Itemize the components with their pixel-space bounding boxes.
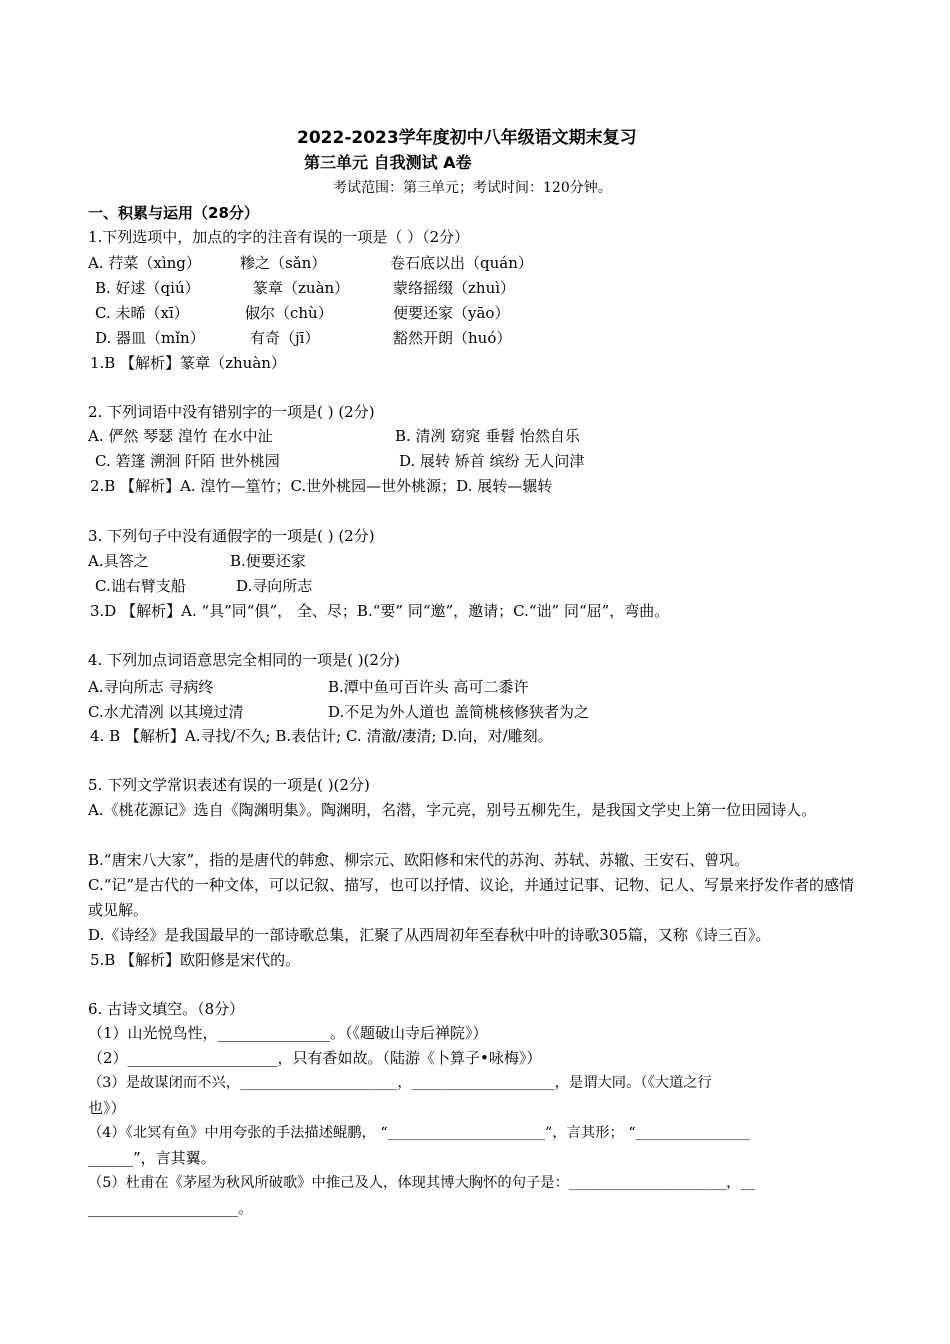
- q6-line-3a: （3）是故谋闭而不兴，______________________，____________________，是谓大同。（《大道之行: [88, 1075, 712, 1091]
- q1-answer: 1.B 【解析】篆章（zhuàn）: [90, 354, 286, 372]
- q6-line-4b: ______”，言其翼。: [88, 1149, 216, 1167]
- q5-option-a: A.《桃花源记》选自《陶渊明集》。陶渊明，名潜，字元亮，别号五柳先生，是我国文学史上第一位田园诗人。: [88, 801, 817, 819]
- q6-line-1: （1）山光悦鸟性，_______________。（《题破山寺后禅院》）: [88, 1024, 488, 1042]
- q1-c-col2: 俶尔（chù）: [245, 304, 333, 322]
- q6-line-5b: ____________________。: [88, 1199, 254, 1217]
- q2-option-d: D. 展转 矫首 缤纷 无人问津: [399, 452, 585, 470]
- q1-stem: 1.下列选项中，加点的字的注音有误的一项是（ ）（2分）: [88, 228, 470, 246]
- q1-c-col1: C. 未晞（xī）: [95, 304, 189, 322]
- q2-row-cd: [95, 451, 795, 471]
- q1-a-col1: A. 荇菜（xìng）: [88, 254, 201, 272]
- page-subtitle: 第三单元 自我测试 A卷: [304, 153, 472, 172]
- q1-option-b: [95, 278, 795, 298]
- q3-option-d: D.寻向所志: [236, 577, 313, 595]
- q3-row-cd: [95, 576, 795, 596]
- q6-stem: 6. 古诗文填空。（8分）: [88, 1000, 245, 1018]
- q1-option-c: [95, 303, 795, 323]
- q4-option-d: D.不足为外人道也 盖简桃核修狭者为之: [328, 703, 590, 721]
- q4-option-c: C.水尤清冽 以其境过清: [88, 703, 244, 721]
- q3-option-b: B.便要还家: [230, 552, 306, 570]
- q1-d-col2: 有奇（jī）: [250, 329, 320, 347]
- q6-line-4a: （4）《北冥有鱼》中用夸张的手法描述鲲鹏， “______________________”，言其形； “________________: [88, 1125, 751, 1141]
- page-title: 2022-2023学年度初中八年级语文期末复习: [297, 128, 637, 148]
- q4-option-a: A.寻向所志 寻病终: [88, 678, 214, 696]
- q5-answer: 5.B 【解析】欧阳修是宋代的。: [90, 951, 301, 969]
- q1-a-col3: 卷石底以出（quán）: [390, 254, 533, 272]
- q5-stem: 5. 下列文学常识表述有误的一项是( )(2分): [88, 776, 370, 794]
- q1-b-col1: B. 好逑（qiú）: [95, 279, 200, 297]
- q4-stem: 4. 下列加点词语意思完全相同的一项是( )(2分): [88, 651, 400, 669]
- q5-option-b: B.“唐宋八大家”，指的是唐代的韩愈、柳宗元、欧阳修和宋代的苏洵、苏轼、苏辙、王安石、曾巩。: [88, 851, 750, 869]
- q4-row-cd: [88, 702, 788, 722]
- q6-line-5a: （5）杜甫在《茅屋为秋风所破歌》中推己及人，体现其博大胸怀的句子是：______________________，__: [88, 1175, 755, 1191]
- exam-scope: 考试范围：第三单元；考试时间：120分钟。: [333, 180, 612, 196]
- q4-row-ab: [88, 677, 788, 697]
- q1-a-col2: 糁之（sǎn）: [240, 254, 327, 272]
- q3-answer: 3.D 【解析】A. “具”同“俱”， 全、尽；B.“要” 同“邀”，邀请；C.“诎” 同“屈”，弯曲。: [90, 602, 670, 620]
- q2-option-a: A. 俨然 琴瑟 湟竹 在水中沚: [88, 427, 273, 445]
- q2-row-ab: [88, 426, 788, 446]
- q3-option-a: A.具答之: [88, 552, 149, 570]
- q1-b-col2: 篆章（zuàn）: [253, 279, 350, 297]
- q2-option-b: B. 清冽 窈窕 垂髫 怡然自乐: [395, 427, 580, 445]
- q1-option-a: [88, 253, 788, 273]
- q3-row-ab: [88, 551, 788, 571]
- q2-stem: 2. 下列词语中没有错别字的一项是( ) (2分): [88, 403, 375, 421]
- q6-line-3b: 也》）: [88, 1099, 126, 1117]
- q4-option-b: B.潭中鱼可百许头 高可二黍许: [328, 678, 529, 696]
- q3-stem: 3. 下列句子中没有通假字的一项是( ) (2分): [88, 527, 375, 545]
- q1-d-col3: 豁然开朗（huó）: [393, 329, 512, 347]
- section-heading: 一、积累与运用（28分）: [88, 204, 259, 222]
- q2-answer: 2.B 【解析】A. 湟竹—篁竹；C.世外桃园—世外桃源；D. 展转—辗转: [90, 477, 553, 495]
- q4-answer: 4. B 【解析】A.寻找/不久; B.表估计; C. 清澈/凄清; D.向，对/雕刻。: [90, 727, 553, 745]
- q5-option-c: C.“记”是古代的一种文体，可以记叙、描写，也可以抒情、议论，并通过记事、记物、记人、写景来抒发作者的感情或见解。: [88, 876, 855, 919]
- q1-b-col3: 蒙络摇缀（zhuì）: [393, 279, 516, 297]
- q2-option-c: C. 箬篷 溯洄 阡陌 世外桃园: [95, 452, 280, 470]
- q1-d-col1: D. 器皿（mǐn）: [95, 329, 205, 347]
- q1-option-d: [95, 328, 795, 348]
- q3-option-c: C.诎右臂支船: [95, 577, 186, 595]
- q6-line-2: （2）____________________，只有香如故。（陆游《卜算子•咏梅》）: [88, 1049, 542, 1067]
- q5-option-d: D.《诗经》是我国最早的一部诗歌总集，汇聚了从西周初年至春秋中叶的诗歌305篇，又称《诗三百》。: [88, 926, 771, 944]
- q1-c-col3: 便要还家（yāo）: [393, 304, 510, 322]
